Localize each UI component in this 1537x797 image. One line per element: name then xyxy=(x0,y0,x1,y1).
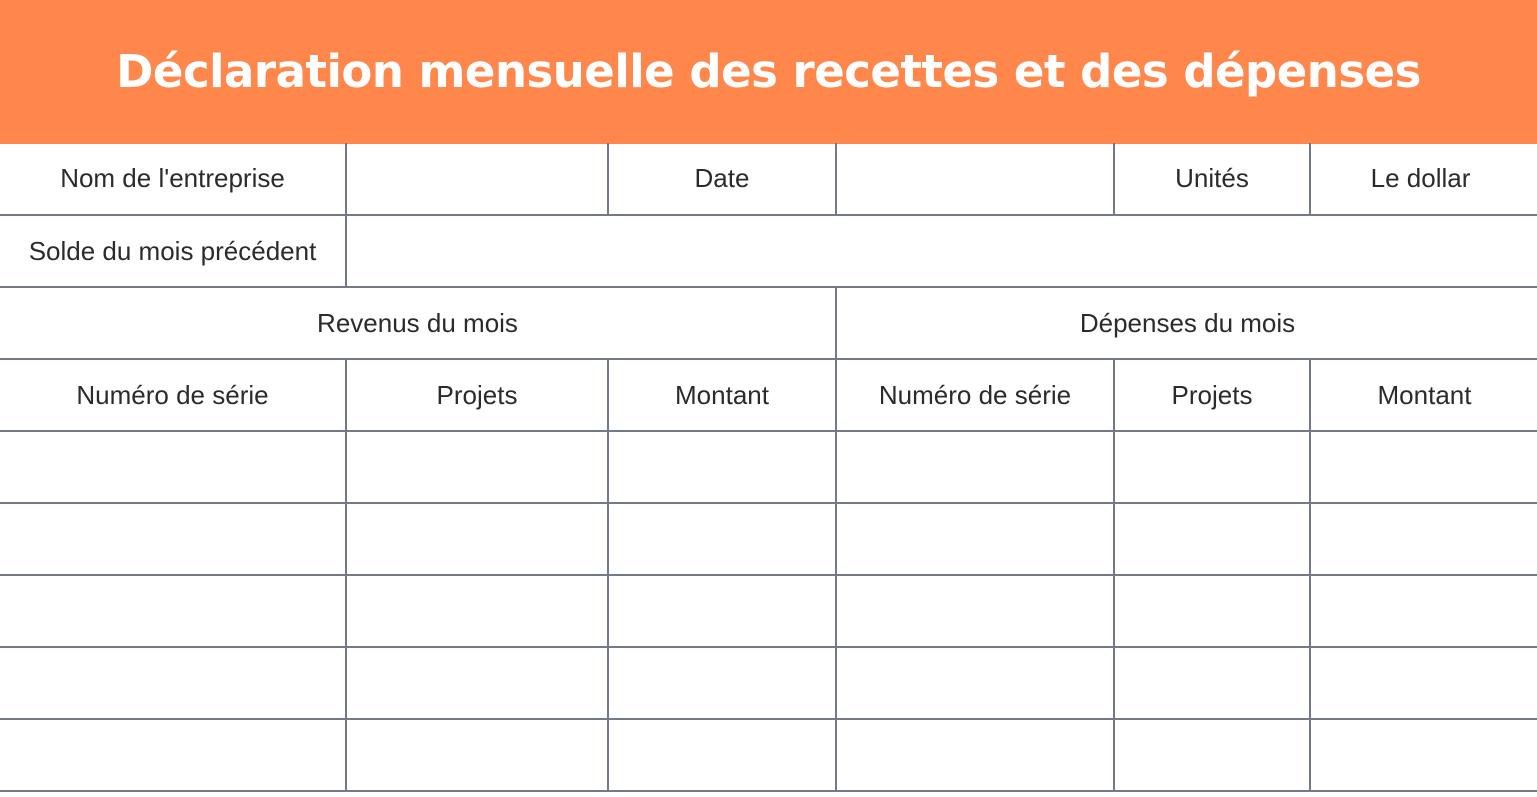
expense-serial-cell[interactable] xyxy=(836,575,1114,647)
company-name-field[interactable] xyxy=(346,143,608,215)
income-amount-cell[interactable] xyxy=(608,503,836,575)
income-amount-cell[interactable] xyxy=(608,647,836,719)
table-row xyxy=(0,431,1537,503)
expense-project-cell[interactable] xyxy=(1114,431,1310,503)
units-label: Unités xyxy=(1114,143,1310,215)
expense-serial-cell[interactable] xyxy=(836,431,1114,503)
column-header-row xyxy=(0,359,1537,431)
income-project-cell[interactable] xyxy=(346,719,608,791)
income-projects-header: Projets xyxy=(346,359,608,431)
income-project-cell[interactable] xyxy=(346,647,608,719)
income-serial-cell[interactable] xyxy=(0,503,346,575)
expense-serial-cell[interactable] xyxy=(836,647,1114,719)
expense-serial-cell[interactable] xyxy=(836,503,1114,575)
expense-amount-cell[interactable] xyxy=(1310,647,1537,719)
income-serial-header: Numéro de série xyxy=(0,359,346,431)
previous-balance-label: Solde du mois précédent xyxy=(0,215,346,287)
income-serial-cell[interactable] xyxy=(0,719,346,791)
expenses-serial-header: Numéro de série xyxy=(836,359,1114,431)
date-label: Date xyxy=(608,143,836,215)
income-amount-header: Montant xyxy=(608,359,836,431)
income-amount-cell[interactable] xyxy=(608,719,836,791)
expense-project-cell[interactable] xyxy=(1114,647,1310,719)
expense-project-cell[interactable] xyxy=(1114,575,1310,647)
income-serial-cell[interactable] xyxy=(0,575,346,647)
income-project-cell[interactable] xyxy=(346,575,608,647)
expense-amount-cell[interactable] xyxy=(1310,503,1537,575)
expenses-amount-header: Montant xyxy=(1310,359,1537,431)
company-name-label: Nom de l'entreprise xyxy=(0,143,346,215)
income-amount-cell[interactable] xyxy=(608,575,836,647)
expense-project-cell[interactable] xyxy=(1114,503,1310,575)
statement-table xyxy=(0,143,1537,792)
income-serial-cell[interactable] xyxy=(0,647,346,719)
expense-serial-cell[interactable] xyxy=(836,719,1114,791)
expenses-projects-header: Projets xyxy=(1114,359,1310,431)
previous-balance-field[interactable] xyxy=(346,215,1537,287)
income-project-cell[interactable] xyxy=(346,503,608,575)
income-project-cell[interactable] xyxy=(346,431,608,503)
table-row xyxy=(0,647,1537,719)
company-row xyxy=(0,143,1537,215)
section-header-row xyxy=(0,287,1537,359)
expense-amount-cell[interactable] xyxy=(1310,431,1537,503)
table-row xyxy=(0,575,1537,647)
units-field[interactable]: Le dollar xyxy=(1310,143,1537,215)
page-title: Déclaration mensuelle des recettes et des dépenses xyxy=(116,44,1421,98)
title-banner xyxy=(0,0,1537,144)
expense-amount-cell[interactable] xyxy=(1310,719,1537,791)
expenses-section-header: Dépenses du mois xyxy=(836,287,1537,359)
income-amount-cell[interactable] xyxy=(608,431,836,503)
expense-project-cell[interactable] xyxy=(1114,719,1310,791)
table-row xyxy=(0,503,1537,575)
expense-amount-cell[interactable] xyxy=(1310,575,1537,647)
previous-balance-row xyxy=(0,215,1537,287)
table-row xyxy=(0,719,1537,791)
income-serial-cell[interactable] xyxy=(0,431,346,503)
income-section-header: Revenus du mois xyxy=(0,287,836,359)
date-field[interactable] xyxy=(836,143,1114,215)
